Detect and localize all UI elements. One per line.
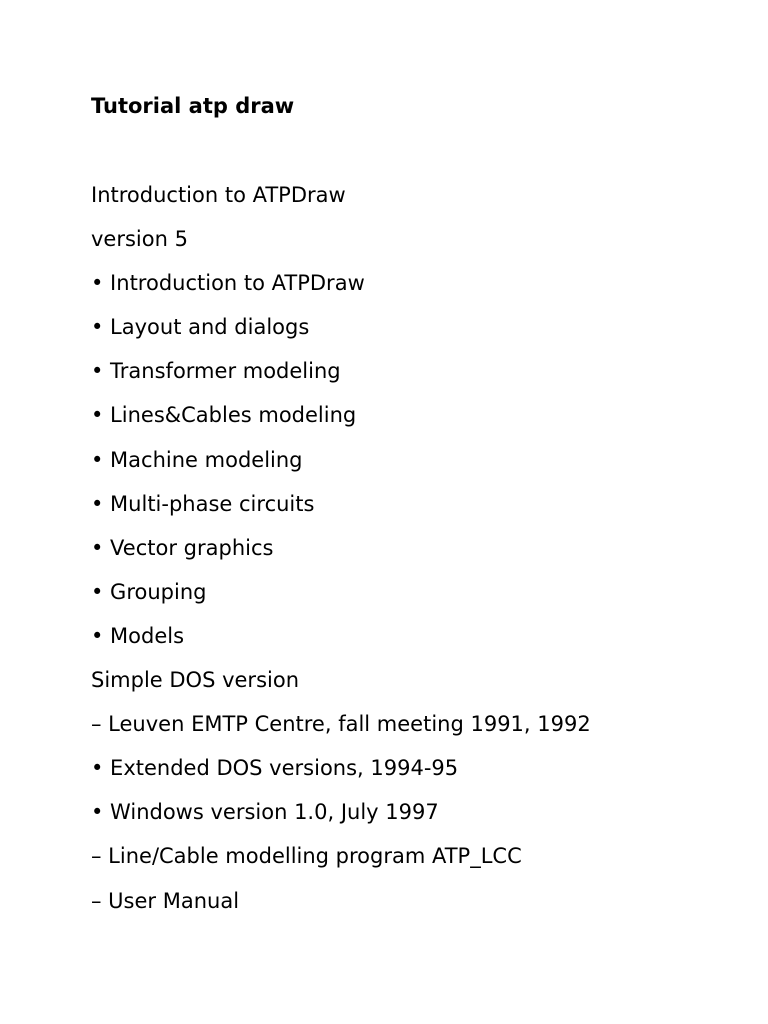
text-line: Introduction to ATPDraw (91, 183, 346, 207)
text-line: – Leuven EMTP Centre, fall meeting 1991, 1992 (91, 712, 591, 737)
text-line: version 5 (91, 227, 188, 252)
text-line: • Lines&Cables modeling (91, 403, 357, 428)
document-body (91, 180, 591, 930)
text-line: • Grouping (91, 579, 207, 604)
text-line: • Introduction to ATPDraw (91, 271, 365, 296)
document-title: Tutorial atp draw (91, 94, 295, 118)
text-line: Simple DOS version (91, 668, 300, 693)
text-line: • Vector graphics (91, 535, 274, 560)
text-line: – User Manual (91, 888, 240, 913)
text-line: • Transformer modeling (91, 359, 341, 384)
text-line: • Machine modeling (91, 447, 303, 472)
text-line: • Windows version 1.0, July 1997 (91, 800, 439, 825)
text-line: – Line/Cable modelling program ATP_LCC (91, 844, 522, 869)
text-line: • Multi-phase circuits (91, 491, 315, 516)
text-line: • Models (91, 623, 185, 648)
text-line: • Layout and dialogs (91, 315, 310, 340)
text-line: • Extended DOS versions, 1994-95 (91, 756, 459, 781)
